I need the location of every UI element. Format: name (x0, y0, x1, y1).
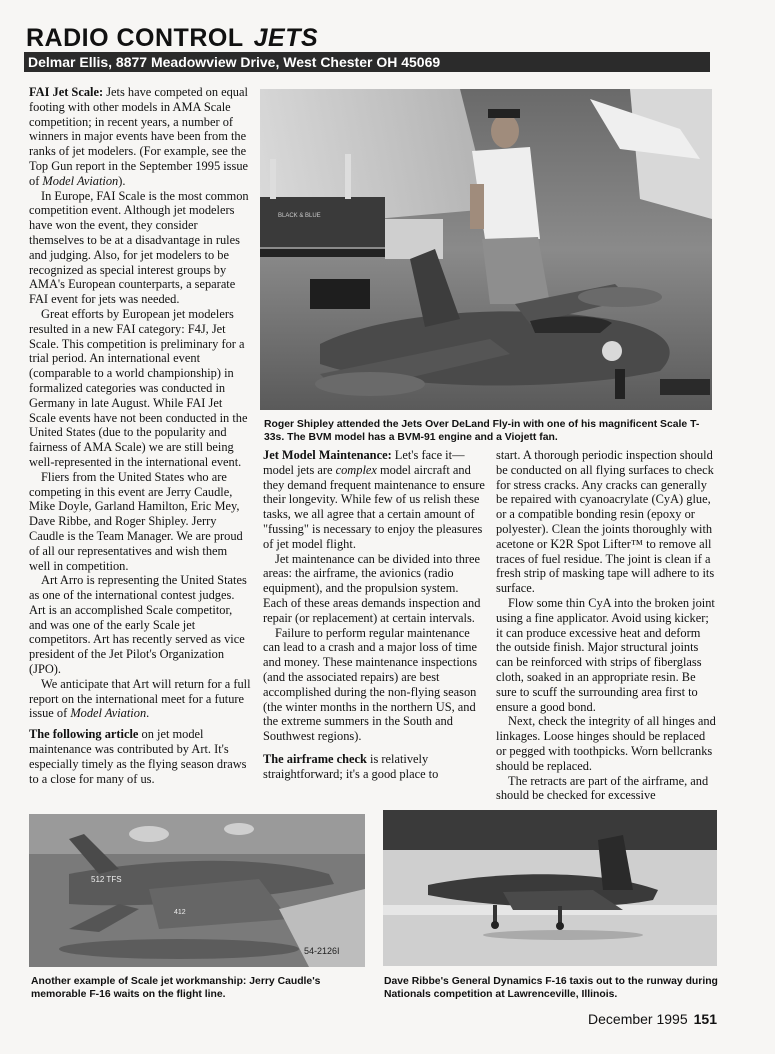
text-column-3 (496, 448, 718, 803)
column-title (26, 24, 318, 53)
paragraph: Next, check the integrity of all hinges and linkages. Loose hinges should be replaced or pegged with toothpicks. Worn bellcranks should be replaced. (496, 714, 716, 773)
tail-code: 512 TFS (91, 875, 122, 884)
text-run: model aircraft and they demand frequent maintenance to ensure their longevity. While few of us relish these tasks, we all agree that a certain amount of "fussing" is necessary to enjoy the pleasures of jet model flight. (263, 462, 485, 551)
paragraph: Jet maintenance can be divided into three areas: the airframe, the avionics (radio equipment), and the propulsion system. Each of these areas demands inspection and repair (or replacement) at certain intervals. (263, 551, 481, 625)
run-in-head: FAI Jet Scale: (29, 85, 104, 99)
issue-date: December 1995 (588, 1011, 688, 1027)
page-number: 151 (693, 1011, 717, 1027)
serial-number: 54-2126I (304, 946, 340, 956)
text-column-1 (29, 85, 251, 786)
text-run: is relatively straightforward; it's a good place to (263, 751, 439, 781)
text-run: . (146, 706, 150, 721)
caption-bottom-right: Dave Ribbe's General Dynamics F-16 taxis out to the runway during Nationals competition at Lawrenceville, Illinois. (384, 976, 718, 1000)
paragraph: Art Arro is representing the United States as one of the international contest judges. Art is an accomplished Scale competitor, and was one of the early Scale jet competitors. Art has recently served as vice president of the Jet Pilot's Organization (JPO). (29, 573, 247, 677)
run-in-head: Jet Model Maintenance: (263, 448, 392, 462)
title-jets: JETS (253, 24, 319, 52)
page-footer (588, 1011, 717, 1027)
caption-top: Roger Shipley attended the Jets Over DeLand Fly-in with one of his magnificent Scale T-33s. The BVM model has a BVM-91 engine and a Viojett fan. (264, 419, 700, 443)
magazine-title: Model Aviation (70, 706, 147, 721)
text-column-2 (263, 448, 485, 782)
photo-t33-illustration (260, 89, 712, 410)
paragraph: Failure to perform regular maintenance can lead to a crash and a major loss of time and money. These maintenance inspections (and the associated repairs) are best accomplished during the non-flying season (the winter months in the northern US, and the extreme summers in the South and Southwest regions). (263, 625, 478, 744)
author-bar: Delmar Ellis, 8877 Meadowview Drive, West Chester OH 45069 (24, 52, 710, 72)
paragraph: Fliers from the United States who are competing in this event are Jerry Caudle, Mike Doyle, Garland Hamilton, Eric Mey, Dave Ribbe, and Roger Shipley. Jerry Caudle is the Team Manager. We are proud of all our representatives and wish them well in competition. (29, 469, 243, 573)
run-in-head: The following article (29, 727, 139, 742)
caption-bottom-left: Another example of Scale jet workmanship: Jerry Caudle's memorable F-16 waits on the flight line. (31, 976, 321, 1000)
emphasis: complex (335, 462, 377, 477)
paragraph (29, 727, 251, 786)
paragraph: Flow some thin CyA into the broken joint using a fine applicator. Avoid using kicker; it can produce excessive heat and deform the outside finish. Major structural joints can be reinforced with strips of fiberglass cloth, soaked in an appropriate resin. Be sure to scuff the surrounding area first to ensure a good bond. (496, 595, 715, 714)
magazine-title: Model Aviation (42, 173, 119, 188)
text-run: on jet model maintenance was contributed by Art. It's especially timely as the flying season draws to a close for many of us. (29, 727, 247, 786)
text-run: Jets have competed on equal footing with other models in AMA Scale competition; in recent years, a number of winners in major events have been from the ranks of jet modelers. (For example, see the Top Gun report in the September 1995 issue of (29, 85, 249, 188)
nose-number: 412 (174, 909, 186, 916)
run-in-head: The airframe check (263, 751, 367, 766)
photo-f16-taxi (383, 810, 717, 966)
photo-f16-flightline (29, 814, 365, 967)
title-main: RADIO CONTROL (26, 24, 244, 52)
text-run: ). (118, 173, 126, 188)
box-label: BLACK & BLUE (278, 213, 321, 219)
paragraph: The retracts are part of the airframe, and should be checked for excessive (496, 773, 709, 803)
paragraph (29, 85, 251, 189)
paragraph: In Europe, FAI Scale is the most common competition event. Although jet modelers have won the event, they consider themselves to be at a disadvantage in rules and judging. Also, for jet modelers to be recognized as special interest groups by AMA's European counterparts, a separate FAI event for jets was needed. (29, 188, 249, 307)
paragraph (29, 677, 251, 721)
text-run: We anticipate that Art will return for a full report on the international meet for a future issue of (29, 676, 251, 721)
paragraph: Great efforts by European jet modelers resulted in a new FAI category: F4J, Jet Scale. This competition is preliminary for a trial period. An international event (comparable to a world championship) in formalized categories was conducted in Germany in late August. While FAI Jet Scale events have not been conducted in the United States (due to the popularity and fairness of AMA Scale) we are still being well-represented in the international event. (29, 306, 248, 469)
paragraph: start. A thorough periodic inspection should be conducted on all flying surfaces to check for stress cracks. Any cracks can generally be repaired with cyanoacrylate (CyA) glue, or a compatible bonding resin (epoxy or polyester). Clean the joints thoroughly with acetone or K2R Spot Lifter™ to remove all traces of fuel residue. The joint is clean if a fresh strip of masking tape will adhere to its surface. (496, 448, 715, 596)
text-run: Let's face it—model jets are (263, 448, 465, 477)
photo-f16-flightline-illustration (29, 814, 365, 967)
paragraph (263, 448, 485, 552)
photo-f16-taxi-illustration (383, 810, 717, 966)
photo-t33 (260, 89, 712, 410)
paragraph (263, 752, 485, 782)
